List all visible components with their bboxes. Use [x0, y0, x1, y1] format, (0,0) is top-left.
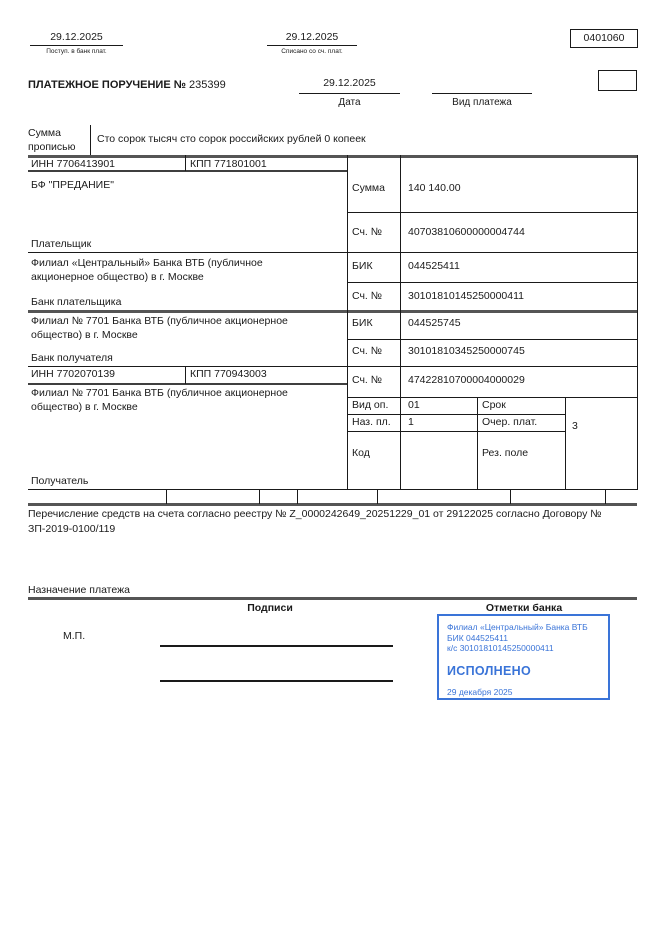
divider — [400, 155, 401, 490]
divider — [185, 155, 186, 171]
divider — [259, 489, 260, 504]
divider — [28, 503, 637, 506]
divider — [297, 489, 298, 504]
payer-bank-bik-caption: БИК — [352, 260, 373, 272]
operation-kind-caption: Вид оп. — [352, 399, 389, 411]
payee-bank-caption: Банк получателя — [31, 352, 113, 364]
divider — [377, 489, 378, 504]
received-in-bank-date: 29.12.2025 — [50, 31, 103, 43]
divider — [185, 366, 186, 384]
divider — [267, 45, 357, 46]
divider — [28, 155, 637, 158]
divider — [477, 397, 478, 490]
payer-account-caption: Сч. № — [352, 226, 383, 238]
amount-caption: Сумма — [352, 182, 385, 194]
payer-kpp: КПП 771801001 — [190, 158, 267, 170]
divider — [565, 397, 566, 490]
divider — [432, 93, 532, 94]
divider — [28, 366, 637, 367]
payee-account: 47422810700004000029 — [408, 374, 525, 386]
divider — [28, 310, 637, 313]
code-caption: Код — [352, 447, 370, 459]
payer-bank-account: 30101810145250000411 — [408, 290, 525, 302]
divider — [347, 282, 637, 283]
divider — [166, 489, 167, 504]
payee-bank-bik-caption: БИК — [352, 317, 373, 329]
document-date: 29.12.2025 — [323, 77, 376, 89]
bank-stamp — [437, 614, 610, 700]
form-code-box: 0401060 — [570, 29, 638, 48]
term-caption: Срок — [482, 399, 506, 411]
amount-value: 140 140.00 — [408, 182, 461, 194]
payee-caption: Получатель — [31, 475, 89, 487]
stamp-corr-account: к/с 30101810145250000411 — [447, 643, 554, 654]
stamp-bank-name: Филиал «Центральный» Банка ВТБ — [447, 622, 588, 632]
bank-marks-caption: Отметки банка — [485, 602, 563, 614]
priority-value: 3 — [572, 420, 578, 432]
payee-name: Филиал № 7701 Банка ВТБ (публичное акционерное общество) в г. Москве — [31, 387, 288, 413]
purpose-code-value: 1 — [408, 416, 414, 428]
signature-line — [160, 645, 393, 647]
divider — [28, 489, 637, 490]
date-caption: Дата — [338, 97, 361, 108]
operation-kind-value: 01 — [408, 399, 420, 411]
purpose-code-caption: Наз. пл. — [352, 416, 391, 428]
payer-bank-bik: 044525411 — [408, 260, 460, 272]
divider — [28, 383, 347, 385]
amount-in-words-text: Сто сорок тысяч сто сорок российских рублей 0 копеек — [97, 133, 366, 145]
priority-caption: Очер. плат. — [482, 416, 538, 428]
divider — [347, 414, 565, 415]
stamp-place-caption: М.П. — [63, 630, 86, 642]
signature-line — [160, 680, 393, 682]
payer-bank-account-caption: Сч. № — [352, 290, 383, 302]
signatures-caption: Подписи — [247, 602, 293, 614]
payee-bank-name: Филиал № 7701 Банка ВТБ (публичное акционерное общество) в г. Москве — [31, 315, 288, 341]
stamp-status: ИСПОЛНЕНО — [447, 663, 531, 678]
divider — [347, 212, 637, 213]
divider — [605, 489, 606, 504]
payment-purpose-text: Перечисление средств на счета согласно реестру № Z_0000242649_20251229_01 от 29122025 согласно Договору № ЗП-2019-0100/119 — [28, 508, 602, 536]
divider — [347, 155, 348, 490]
payee-bank-account: 30101810345250000745 — [408, 345, 525, 357]
amount-in-words-caption: Сумма прописью — [28, 127, 76, 153]
divider — [347, 397, 637, 398]
received-in-bank-caption: Поступ. в банк плат. — [46, 48, 107, 55]
payee-bank-account-caption: Сч. № — [352, 345, 383, 357]
payer-bank-name: Филиал «Центральный» Банка ВТБ (публичное акционерное общество) в г. Москве — [31, 257, 263, 283]
debited-from-account-caption: Списано со сч. плат. — [281, 48, 343, 55]
divider — [347, 339, 637, 340]
payer-name: БФ "ПРЕДАНИЕ" — [31, 179, 114, 191]
divider — [28, 597, 637, 600]
divider — [90, 125, 91, 156]
divider — [510, 489, 511, 504]
payee-kpp: КПП 770943003 — [190, 368, 267, 380]
divider — [299, 93, 400, 94]
payer-bank-caption: Банк плательщика — [31, 296, 122, 308]
divider — [347, 431, 565, 432]
payer-inn: ИНН 7706413901 — [31, 158, 116, 170]
stamp-date: 29 декабря 2025 — [447, 686, 513, 697]
reserve-field-caption: Рез. поле — [482, 447, 529, 459]
payment-type-caption: Вид платежа — [452, 97, 512, 108]
divider — [28, 252, 637, 253]
payer-caption: Плательщик — [31, 238, 92, 250]
payee-inn: ИНН 7702070139 — [31, 368, 116, 380]
payer-account: 40703810600000004744 — [408, 226, 525, 238]
document-title: ПЛАТЕЖНОЕ ПОРУЧЕНИЕ № — [28, 79, 186, 91]
divider — [30, 45, 123, 46]
stamp-bik: БИК 044525411 — [447, 632, 508, 643]
payment-purpose-caption: Назначение платежа — [28, 584, 130, 596]
payee-account-caption: Сч. № — [352, 374, 383, 386]
payment-type-box — [598, 70, 637, 91]
debited-from-account-date: 29.12.2025 — [285, 31, 339, 43]
divider — [637, 155, 638, 490]
payee-bank-bik: 044525745 — [408, 317, 461, 329]
document-number: 235399 — [189, 79, 226, 91]
